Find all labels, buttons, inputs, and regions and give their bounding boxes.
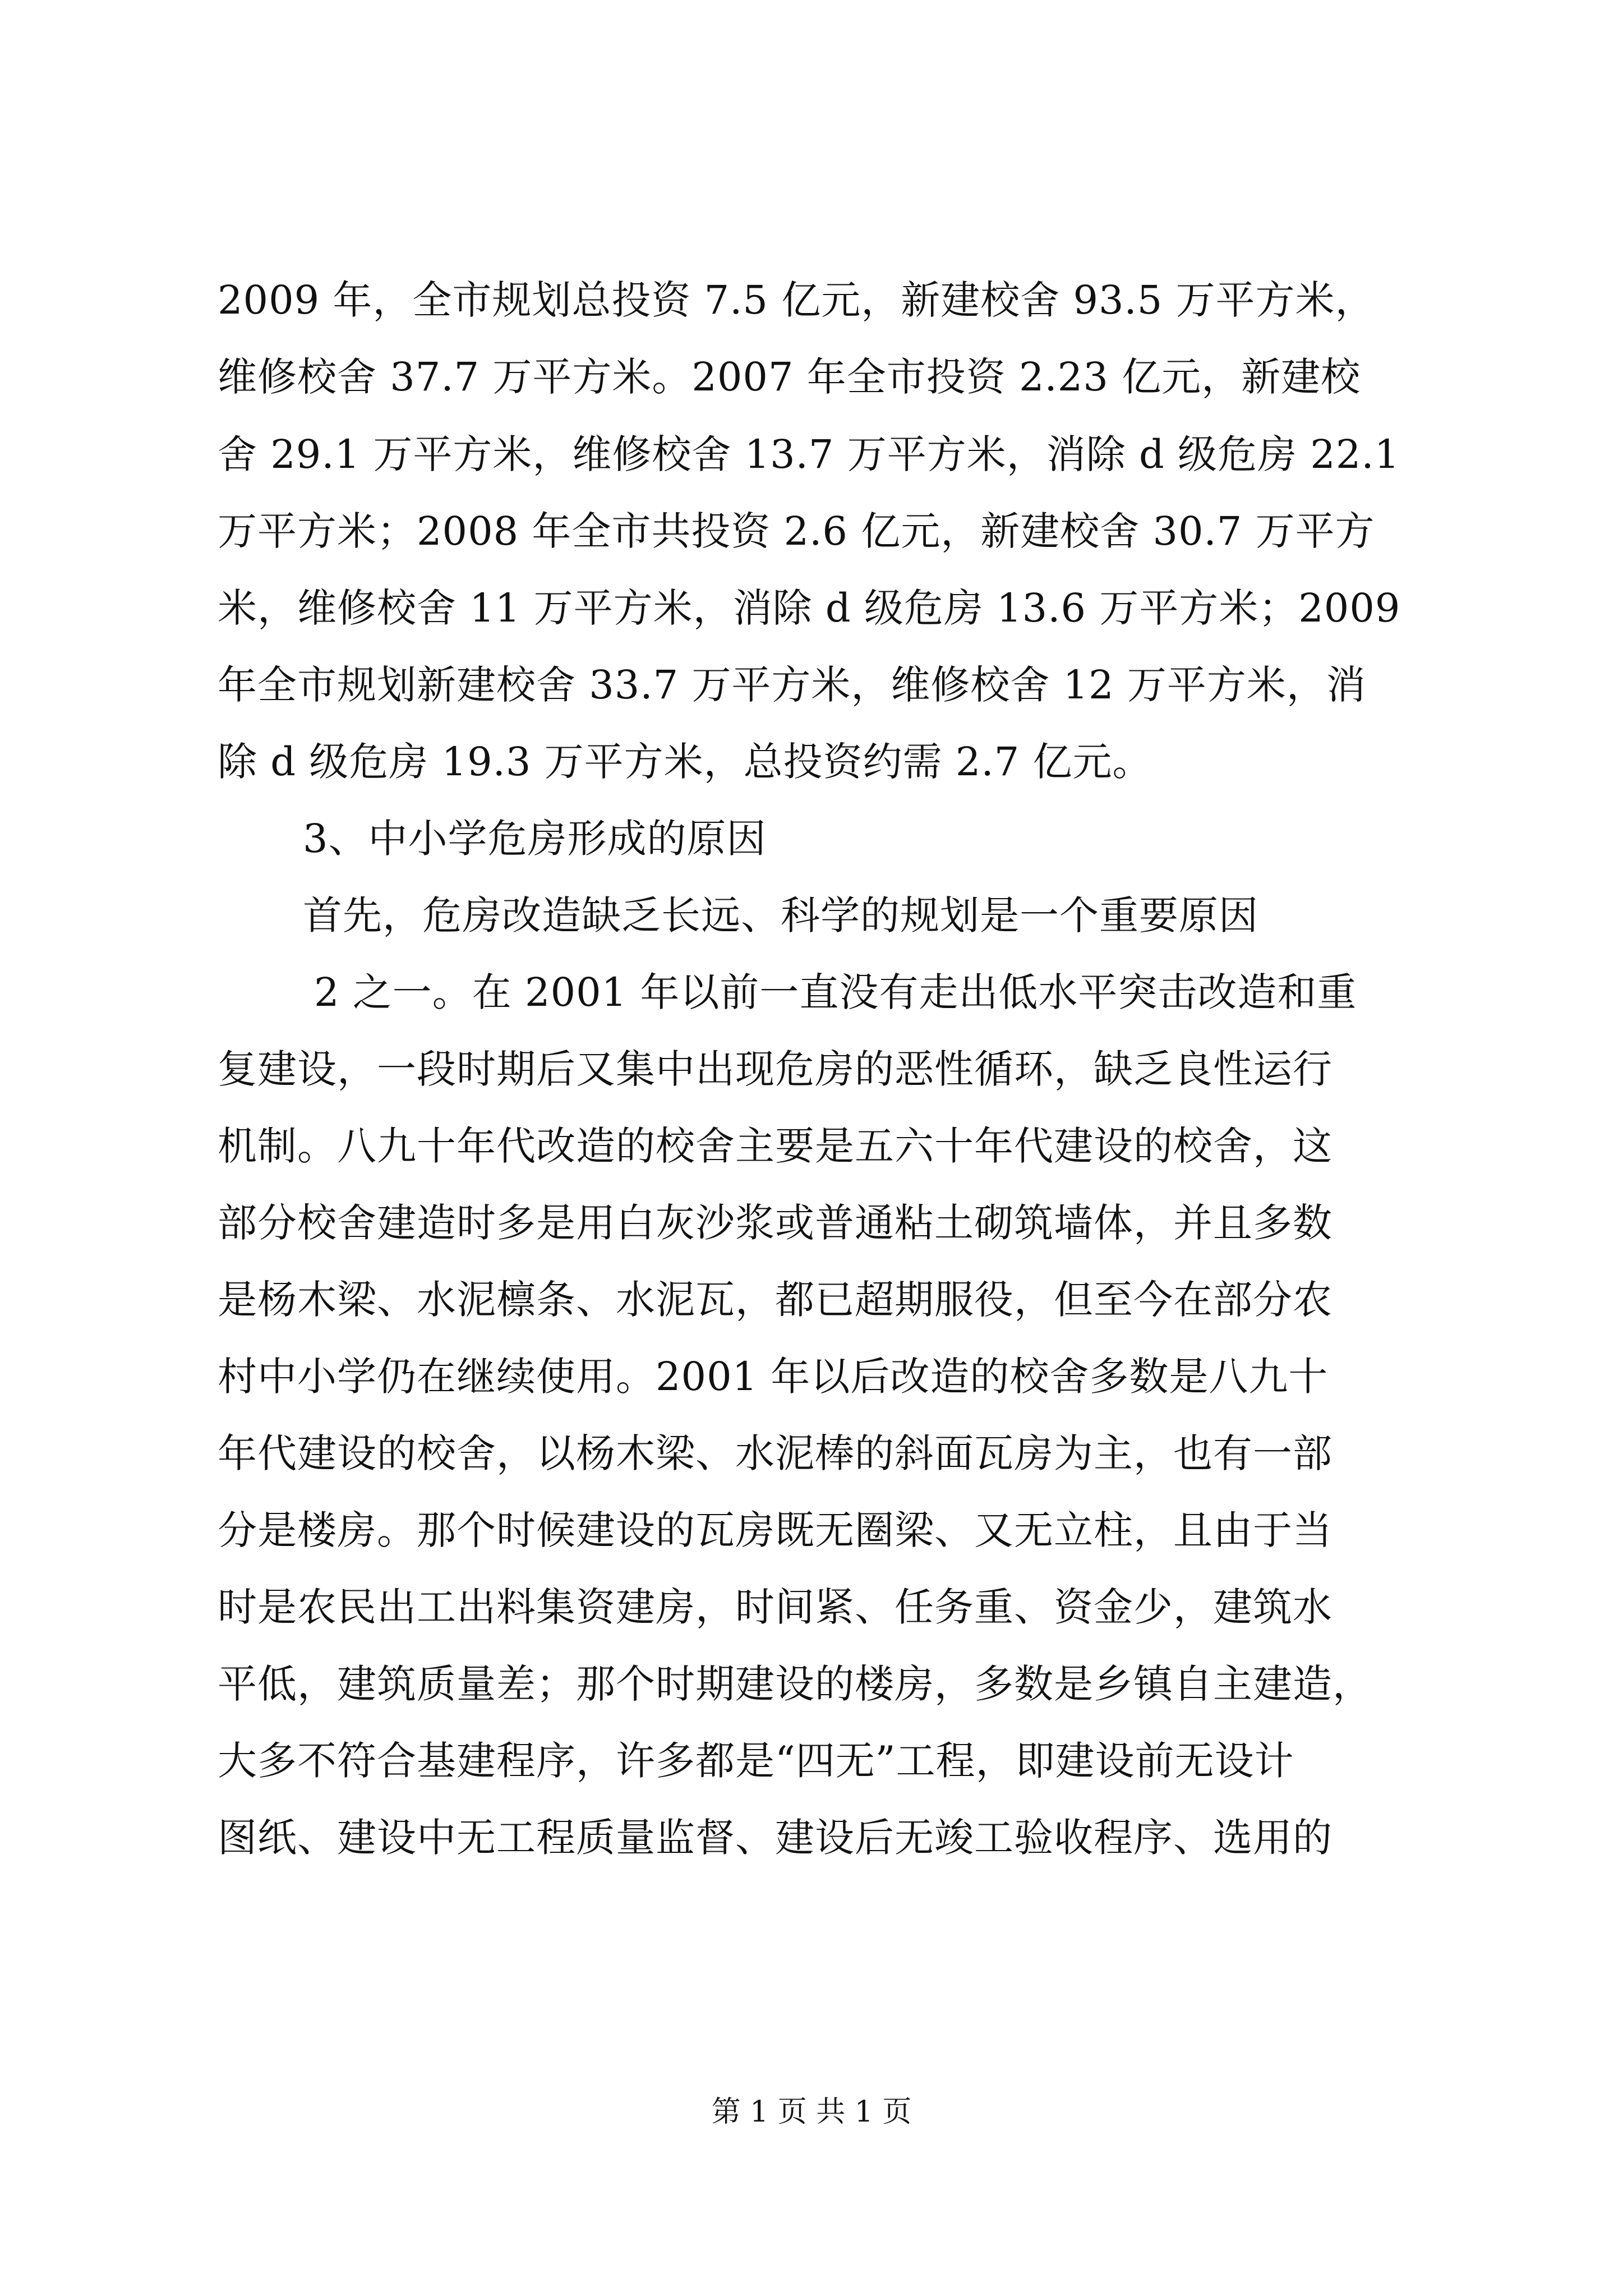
text-line: 部分校舍建造时多是用白灰沙浆或普通粘土砌筑墙体，并且多数 — [218, 1200, 1332, 1246]
text-line: 机制。八九十年代改造的校舍主要是五六十年代建设的校舍，这 — [218, 1123, 1332, 1169]
text-line: 万平方米；2008 年全市共投资 2.6 亿元，新建校舍 30.7 万平方 — [218, 508, 1375, 554]
text-line: 2 之一。在 2001 年以前一直没有走出低水平突击改造和重 — [314, 969, 1357, 1015]
text-line: 舍 29.1 万平方米，维修校舍 13.7 万平方米，消除 d 级危房 22.1 — [218, 431, 1400, 477]
text-line: 除 d 级危房 19.3 万平方米，总投资约需 2.7 亿元。 — [218, 739, 1152, 785]
text-line: 平低，建筑质量差；那个时期建设的楼房，多数是乡镇自主建造， — [218, 1661, 1372, 1707]
text-line: 米，维修校舍 11 万平方米，消除 d 级危房 13.6 万平方米；2009 — [218, 585, 1401, 631]
text-line: 维修校舍 37.7 万平方米。2007 年全市投资 2.23 亿元，新建校 — [218, 354, 1361, 400]
text-line: 是杨木梁、水泥檩条、水泥瓦，都已超期服役，但至今在部分农 — [218, 1277, 1332, 1323]
text-line: 年代建设的校舍，以杨木梁、水泥棒的斜面瓦房为主，也有一部 — [218, 1430, 1332, 1476]
text-line: 分是楼房。那个时候建设的瓦房既无圈梁、又无立柱，且由于当 — [218, 1507, 1332, 1553]
text-line: 大多不符合基建程序，许多都是“四无”工程，即建设前无设计 — [218, 1738, 1294, 1784]
text-line: 村中小学仍在继续使用。2001 年以后改造的校舍多数是八九十 — [218, 1354, 1329, 1400]
text-line: 图纸、建设中无工程质量监督、建设后无竣工验收程序、选用的 — [218, 1815, 1332, 1861]
text-line: 时是农民出工出料集资建房，时间紧、任务重、资金少，建筑水 — [218, 1584, 1332, 1630]
text-line: 年全市规划新建校舍 33.7 万平方米，维修校舍 12 万平方米，消 — [218, 662, 1366, 708]
text-line: 复建设，一段时期后又集中出现危房的恶性循环，缺乏良性运行 — [218, 1046, 1332, 1092]
section-heading: 3、中小学危房形成的原因 — [303, 816, 767, 862]
text-line: 2009 年，全市规划总投资 7.5 亿元，新建校舍 93.5 万平方米， — [218, 277, 1375, 323]
text-line: 首先，危房改造缺乏长远、科学的规划是一个重要原因 — [303, 892, 1258, 938]
page-footer: 第 1 页 共 1 页 — [711, 2095, 912, 2129]
